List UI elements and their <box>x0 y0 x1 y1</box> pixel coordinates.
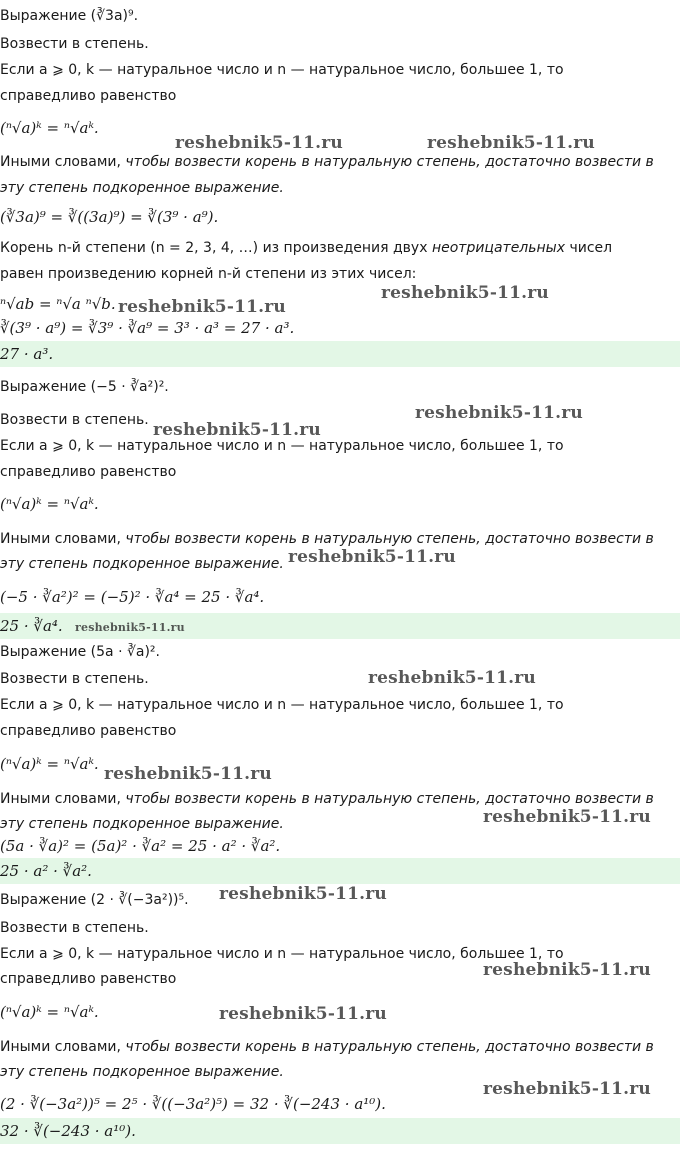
otherwise-em2-3: эту степень подкоренное выражение. <box>0 816 284 832</box>
step2-1: ∛(3⁹ · a⁹) = ∛3⁹ · ∛a⁹ = 3³ · a³ = 27 · a³. <box>0 319 295 337</box>
otherwise-em2-2: эту степень подкоренное выражение. <box>0 556 284 572</box>
otherwise-line-4 <box>0 1037 680 1057</box>
rule-intro-1: Если a ⩾ 0, k — натуральное число и n — натуральное число, большее 1, то <box>0 62 564 78</box>
action-line-4: Возвести в степень. <box>0 920 149 936</box>
otherwise-lead: Иными словами, <box>0 531 126 547</box>
watermark: reshebnik5-11.ru <box>381 283 549 303</box>
watermark: reshebnik5-11.ru <box>368 668 536 688</box>
expression-line-3: Выражение (5a · ∛a)². <box>0 644 160 660</box>
rule-intro2-2: справедливо равенство <box>0 464 177 480</box>
rule-formula-2: (ⁿ√a)ᵏ = ⁿ√aᵏ. <box>0 495 99 513</box>
product-rule-text: Корень n-й степени (n = 2, 3, 4, …) из произведения двух <box>0 240 432 256</box>
answer-2: 25 · ∛a⁴. <box>0 617 63 635</box>
otherwise-line-3 <box>0 789 680 809</box>
otherwise-em: чтобы возвести корень в натуральную степень, достаточно возвести в <box>125 1039 654 1055</box>
product-rule-em: неотрицательных <box>431 240 565 256</box>
watermark: reshebnik5-11.ru <box>153 420 321 440</box>
step1-4: (2 · ∛(−3a²))⁵ = 2⁵ · ∛((−3a²)⁵) = 32 · ∛(−243 · a¹⁰). <box>0 1095 386 1113</box>
rule-formula-3: (ⁿ√a)ᵏ = ⁿ√aᵏ. <box>0 755 99 773</box>
step1-2: (−5 · ∛a²)² = (−5)² · ∛a⁴ = 25 · ∛a⁴. <box>0 588 265 606</box>
otherwise-lead: Иными словами, <box>0 154 126 170</box>
action-line-1: Возвести в степень. <box>0 36 149 52</box>
expression-line-4: Выражение (2 · ∛(−3a²))⁵. <box>0 892 189 908</box>
rule-intro-4: Если a ⩾ 0, k — натуральное число и n — натуральное число, большее 1, то <box>0 946 564 962</box>
watermark: reshebnik5-11.ru <box>288 547 456 567</box>
otherwise-lead: Иными словами, <box>0 791 126 807</box>
rule-formula-4: (ⁿ√a)ᵏ = ⁿ√aᵏ. <box>0 1003 99 1021</box>
watermark: reshebnik5-11.ru <box>427 133 595 153</box>
otherwise-lead: Иными словами, <box>0 1039 126 1055</box>
rule-intro2-1: справедливо равенство <box>0 88 177 104</box>
rule-intro2-4: справедливо равенство <box>0 971 177 987</box>
watermark: reshebnik5-11.ru <box>75 621 185 634</box>
watermark: reshebnik5-11.ru <box>219 884 387 904</box>
watermark: reshebnik5-11.ru <box>483 960 651 980</box>
rule-intro-2: Если a ⩾ 0, k — натуральное число и n — натуральное число, большее 1, то <box>0 438 564 454</box>
rule-formula-1: (ⁿ√a)ᵏ = ⁿ√aᵏ. <box>0 119 99 137</box>
watermark: reshebnik5-11.ru <box>219 1004 387 1024</box>
watermark: reshebnik5-11.ru <box>483 807 651 827</box>
product-rule-line1 <box>0 238 680 258</box>
product-formula: ⁿ√ab = ⁿ√a ⁿ√b. <box>0 295 116 313</box>
product-rule-tail: чисел <box>565 240 613 256</box>
expression-line-2: Выражение (−5 · ∛a²)². <box>0 379 169 395</box>
action-line-3: Возвести в степень. <box>0 671 149 687</box>
answer-3: 25 · a² · ∛a². <box>0 862 92 880</box>
expression-line-1: Выражение (∛3a)⁹. <box>0 8 139 24</box>
product-rule-line2: равен произведению корней n-й степени из этих чисел: <box>0 266 417 282</box>
otherwise-em: чтобы возвести корень в натуральную степень, достаточно возвести в <box>125 154 654 170</box>
step1-1: (∛3a)⁹ = ∛((3a)⁹) = ∛(3⁹ · a⁹). <box>0 208 219 226</box>
otherwise-em2-4: эту степень подкоренное выражение. <box>0 1064 284 1080</box>
otherwise-em: чтобы возвести корень в натуральную степень, достаточно возвести в <box>125 531 654 547</box>
action-line-2: Возвести в степень. <box>0 412 149 428</box>
watermark: reshebnik5-11.ru <box>415 403 583 423</box>
watermark: reshebnik5-11.ru <box>118 297 286 317</box>
watermark: reshebnik5-11.ru <box>483 1079 651 1099</box>
rule-intro-3: Если a ⩾ 0, k — натуральное число и n — натуральное число, большее 1, то <box>0 697 564 713</box>
watermark: reshebnik5-11.ru <box>175 133 343 153</box>
step1-3: (5a · ∛a)² = (5a)² · ∛a² = 25 · a² · ∛a². <box>0 837 281 855</box>
answer-1: 27 · a³. <box>0 345 54 363</box>
watermark: reshebnik5-11.ru <box>104 764 272 784</box>
rule-intro2-3: справедливо равенство <box>0 723 177 739</box>
otherwise-line-2 <box>0 529 680 549</box>
otherwise-em: чтобы возвести корень в натуральную степень, достаточно возвести в <box>125 791 654 807</box>
otherwise-line-1 <box>0 152 680 172</box>
answer-4: 32 · ∛(−243 · a¹⁰). <box>0 1122 136 1140</box>
otherwise-em2-1: эту степень подкоренное выражение. <box>0 180 284 196</box>
